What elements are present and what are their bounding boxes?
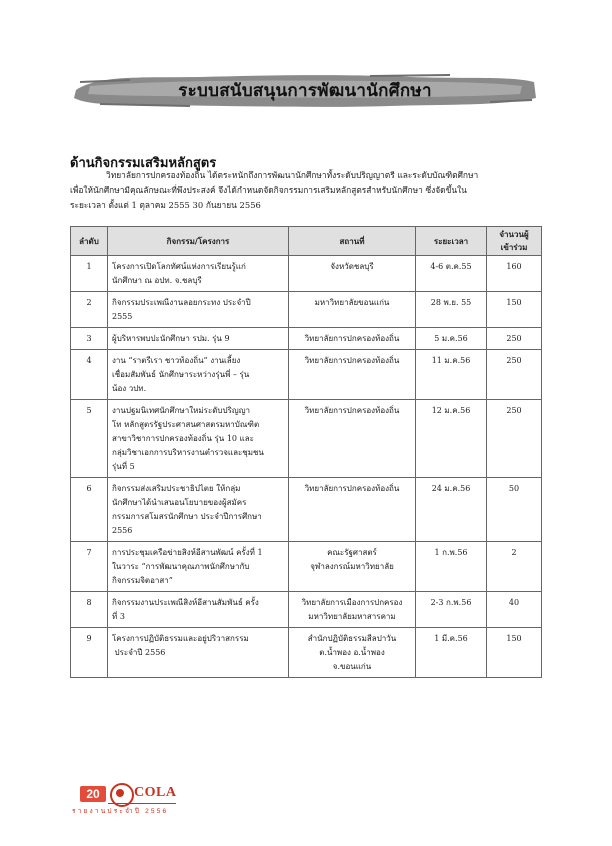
row-number: 4 [71, 350, 108, 400]
place-line: จุฬาลงกรณ์มหาวิทยาลัย [310, 562, 394, 571]
activities-table [70, 226, 542, 678]
row-number: 7 [71, 542, 108, 592]
row-number: 6 [71, 478, 108, 542]
row-number: 1 [71, 256, 108, 292]
place-line: วิทยาลัยการปกครองท้องถิ่น [304, 356, 400, 365]
place-line: คณะรัฐศาสตร์ [327, 548, 377, 557]
participant-count: 150 [487, 292, 542, 328]
activity-name [108, 350, 289, 400]
header-date: ระยะเวลา [416, 227, 487, 256]
activity-line: ที่ 3 [112, 612, 125, 621]
intro-line: วิทยาลัยการปกครองท้องถิ่น ได้ตระหนักถึงการพัฒนานักศึกษาทั้งระดับปริญญาตรี และระดับบัณฑิตศึกษา [106, 170, 479, 180]
table-row [71, 478, 542, 542]
annual-report-caption: รายงานประจำปี 2556 [72, 808, 169, 815]
row-number: 8 [71, 592, 108, 628]
activity-name [108, 478, 289, 542]
row-number: 3 [71, 328, 108, 350]
activity-date: 28 พ.ย. 55 [416, 292, 487, 328]
header-no: ลำดับ [71, 227, 108, 256]
table-header-row [71, 227, 542, 256]
activity-place [289, 592, 416, 628]
activity-line: 2556 [112, 526, 133, 535]
table-row [71, 592, 542, 628]
activity-line: เชื่อมสัมพันธ์ นักศึกษาระหว่างรุ่นพี่ – รุ่น [112, 370, 250, 379]
header-count-line: จำนวนผู้ [499, 230, 529, 239]
participant-count: 50 [487, 478, 542, 542]
place-line: ต.น้ำพอง อ.น้ำพอง [319, 648, 385, 657]
activity-place [289, 400, 416, 478]
activity-line: รุ่นที่ 5 [112, 462, 135, 471]
activity-name [108, 256, 289, 292]
activity-line: กลุ่มวิชาเอกการบริหารงานตำรวจและชุมชน [112, 448, 264, 457]
activity-line: กิจกรรมจิตอาสา” [112, 576, 173, 585]
activity-line: 2555 [112, 312, 133, 321]
participant-count: 250 [487, 328, 542, 350]
table-row [71, 400, 542, 478]
header-place: สถานที่ [289, 227, 416, 256]
participant-count: 40 [487, 592, 542, 628]
activity-line: ผู้บริหารพบปะนักศึกษา รปม. รุ่น 9 [112, 334, 230, 343]
place-line: มหาวิทยาลัยขอนแก่น [314, 298, 390, 307]
place-line: วิทยาลัยการปกครองท้องถิ่น [304, 334, 400, 343]
activity-line: การประชุมเครือข่ายสิงห์อีสานพัฒน์ ครั้งที่ 1 [112, 548, 263, 557]
place-line: จ.ขอนแก่น [332, 662, 372, 671]
activity-name [108, 400, 289, 478]
activity-place [289, 542, 416, 592]
activity-line: กรรมการสโมสรนักศึกษา ประจำปีการศึกษา [112, 512, 262, 521]
table-row [71, 628, 542, 678]
activity-line: นักศึกษาได้นำเสนอนโยบายของผู้สมัคร [112, 498, 247, 507]
activity-line: กิจกรรมส่งเสริมประชาธิปไตย ให้กลุ่ม [112, 484, 241, 493]
table-row [71, 328, 542, 350]
activity-line: นักศึกษา ณ อปท. จ.ชลบุรี [112, 276, 202, 285]
section-heading: ด้านกิจกรรมเสริมหลักสูตร [70, 156, 217, 171]
intro-line: เพื่อให้นักศึกษามีคุณลักษณะที่พึงประสงค์ จึงได้กำหนดจัดกิจกรรมการเสริมหลักสูตรสำหรับนักศึกษา ซึ่งจัดขึ้นใน [70, 185, 467, 195]
activity-place [289, 328, 416, 350]
place-line: วิทยาลัยการปกครองท้องถิ่น [304, 484, 400, 493]
activity-date: 1 ก.พ.56 [416, 542, 487, 592]
header-count [487, 227, 542, 256]
activity-date: 1 มี.ค.56 [416, 628, 487, 678]
row-number: 9 [71, 628, 108, 678]
activity-line: ในวาระ “การพัฒนาคุณภาพนักศึกษากับ [112, 562, 250, 571]
activity-date: 24 ม.ค.56 [416, 478, 487, 542]
header-count-line: เข้าร่วม [500, 243, 528, 252]
activity-line: โท หลักสูตรรัฐประศาสนศาสตรมหาบัณฑิต [112, 420, 260, 429]
activity-place [289, 478, 416, 542]
row-number: 2 [71, 292, 108, 328]
intro-paragraph [70, 168, 540, 213]
header-activity: กิจกรรม/โครงการ [108, 227, 289, 256]
activity-name [108, 628, 289, 678]
activity-name [108, 328, 289, 350]
table-row [71, 256, 542, 292]
place-line: วิทยาลัยการปกครองท้องถิ่น [304, 406, 400, 415]
activity-date: 4-6 ต.ค.55 [416, 256, 487, 292]
activity-line: น้อง วปท. [112, 384, 147, 393]
activity-name [108, 292, 289, 328]
page-banner [70, 68, 540, 112]
page-number: 20 [80, 786, 106, 802]
activity-date: 5 ม.ค.56 [416, 328, 487, 350]
place-line: มหาวิทยาลัยมหาสารคาม [308, 612, 396, 621]
activity-line: กิจกรรมงานประเพณีสิงห์อีสานสัมพันธ์ ครั้ง [112, 598, 259, 607]
page-title: ระบบสนับสนุนการพัฒนานักศึกษา [178, 80, 432, 101]
table-row [71, 350, 542, 400]
participant-count: 160 [487, 256, 542, 292]
activity-line: สาขาวิชาการปกครองท้องถิ่น รุ่น 10 และ [112, 434, 254, 443]
footer-divider [108, 803, 176, 804]
activity-date: 2-3 ก.พ.56 [416, 592, 487, 628]
activity-date: 11 ม.ค.56 [416, 350, 487, 400]
table-row [71, 292, 542, 328]
activity-line: ประจำปี 2556 [112, 648, 166, 657]
place-line: จังหวัดชลบุรี [330, 262, 374, 271]
participant-count: 2 [487, 542, 542, 592]
row-number: 5 [71, 400, 108, 478]
participant-count: 250 [487, 400, 542, 478]
activity-line: กิจกรรมประเพณีงานลอยกระทง ประจำปี [112, 298, 251, 307]
participant-count: 150 [487, 628, 542, 678]
activity-date: 12 ม.ค.56 [416, 400, 487, 478]
activity-line: งาน “ราตรีเรา ชาวท้องถิ่น” งานเลี้ยง [112, 356, 241, 365]
activity-name [108, 592, 289, 628]
activity-name [108, 542, 289, 592]
activity-place [289, 256, 416, 292]
intro-line: ระยะเวลา ตั้งแต่ 1 ตุลาคม 2555 30 กันยายน 2556 [70, 200, 261, 210]
table-row [71, 542, 542, 592]
activity-place [289, 628, 416, 678]
activity-line: โครงการปฏิบัติธรรมและอยู่ปริวาสกรรม [112, 634, 249, 643]
activity-place [289, 292, 416, 328]
cola-logo: COLA [134, 785, 177, 800]
place-line: สำนักปฏิบัติธรรมสีลปาวัน [307, 634, 397, 643]
place-line: วิทยาลัยการเมืองการปกครอง [301, 598, 403, 607]
activity-line: โครงการเปิดโลกทัศน์แห่งการเรียนรู้แก่ [112, 262, 246, 271]
participant-count: 250 [487, 350, 542, 400]
activity-place [289, 350, 416, 400]
activity-line: งานปฐมนิเทศนักศึกษาใหม่ระดับปริญญา [112, 406, 251, 415]
